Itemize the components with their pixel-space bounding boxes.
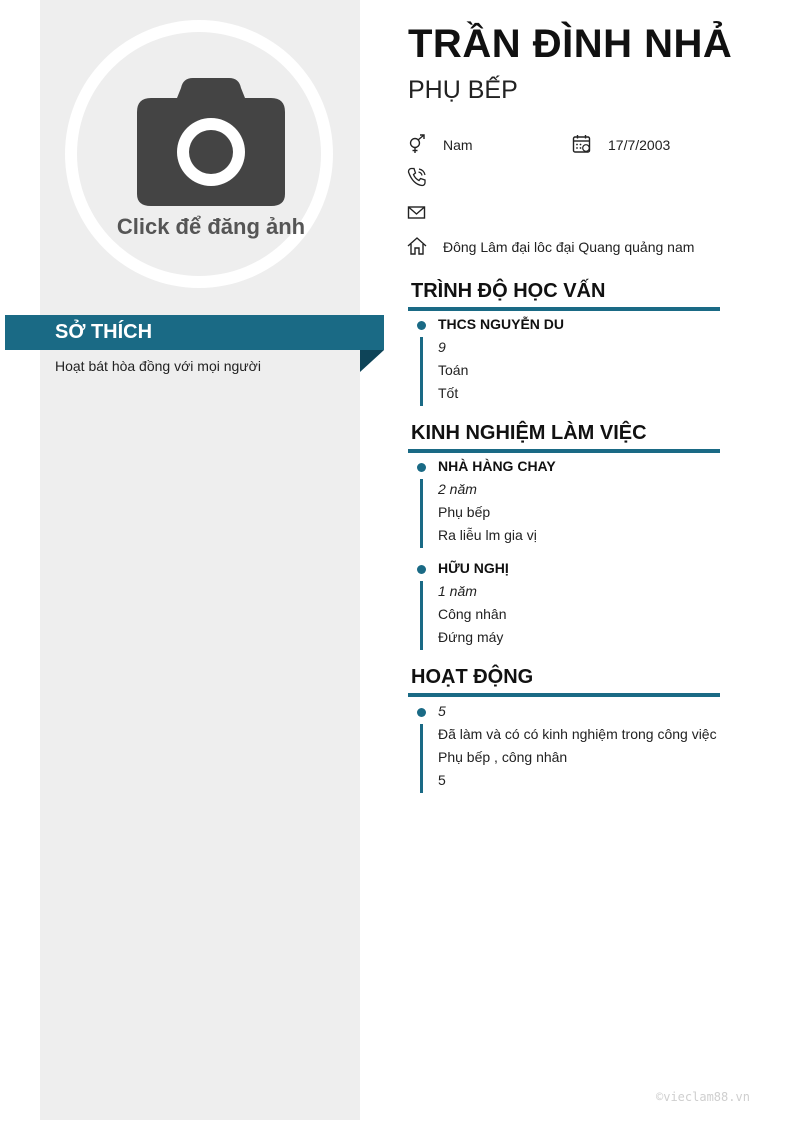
bullet-dot: [417, 565, 426, 574]
ribbon-fold: [360, 350, 384, 372]
timeline-bar: [420, 724, 423, 793]
home-icon: [407, 236, 427, 256]
bullet-dot: [417, 708, 426, 717]
experience-divider: [408, 449, 720, 453]
gender-icon: [407, 134, 427, 154]
watermark: ©vieclam88.vn: [656, 1090, 750, 1104]
experience-item: [408, 560, 728, 652]
job-title: PHỤ BẾP: [408, 76, 518, 104]
candidate-name: TRẦN ĐÌNH NHẢ: [408, 22, 733, 66]
activity-line: Phụ bếp , công nhân: [438, 749, 568, 765]
bullet-dot: [417, 321, 426, 330]
experience-description: Ra liễu lm gia vị: [438, 527, 537, 543]
experience-item: [408, 458, 728, 550]
experience-period: 1 năm: [438, 583, 477, 599]
hobbies-text: Hoạt bát hòa đồng với mọi người: [55, 358, 261, 374]
hobbies-title: SỞ THÍCH: [55, 321, 153, 343]
avatar-caption: Click để đăng ảnh: [116, 214, 306, 239]
address-value: Đông Lâm đại lôc đại Quang quảng nam: [443, 239, 695, 255]
activity-period: 5: [438, 703, 446, 719]
education-major: Toán: [438, 362, 469, 378]
education-period: 9: [438, 339, 446, 355]
company-name: HỮU NGHỊ: [438, 560, 509, 576]
experience-period: 2 năm: [438, 481, 477, 497]
timeline-bar: [420, 337, 423, 406]
education-result: Tốt: [438, 385, 459, 401]
calendar-icon: [572, 134, 592, 154]
education-divider: [408, 307, 720, 311]
avatar-placeholder: [77, 32, 321, 276]
avatar-upload[interactable]: [65, 20, 333, 288]
activity-item: [408, 703, 728, 795]
mail-icon: [407, 203, 427, 223]
timeline-bar: [420, 479, 423, 548]
experience-position: Phụ bếp: [438, 504, 491, 520]
school-name: THCS NGUYỄN DU: [438, 316, 565, 332]
timeline-bar: [420, 581, 423, 650]
phone-icon: [407, 167, 427, 187]
education-title: TRÌNH ĐỘ HỌC VẤN: [411, 280, 606, 302]
bullet-dot: [417, 463, 426, 472]
activity-line: 5: [438, 772, 446, 788]
camera-icon: [137, 78, 285, 208]
activities-divider: [408, 693, 720, 697]
gender-value: Nam: [443, 137, 473, 153]
experience-description: Đứng máy: [438, 629, 504, 645]
activities-title: HOẠT ĐỘNG: [411, 666, 534, 688]
hobbies-header: [5, 315, 384, 350]
experience-title: KINH NGHIỆM LÀM VIỆC: [411, 422, 647, 444]
activity-line: Đã làm và có có kinh nghiệm trong công việc: [438, 726, 717, 742]
company-name: NHÀ HÀNG CHAY: [438, 458, 556, 474]
experience-position: Công nhân: [438, 606, 507, 622]
education-item: [408, 316, 728, 408]
birthday-value: 17/7/2003: [608, 137, 671, 153]
